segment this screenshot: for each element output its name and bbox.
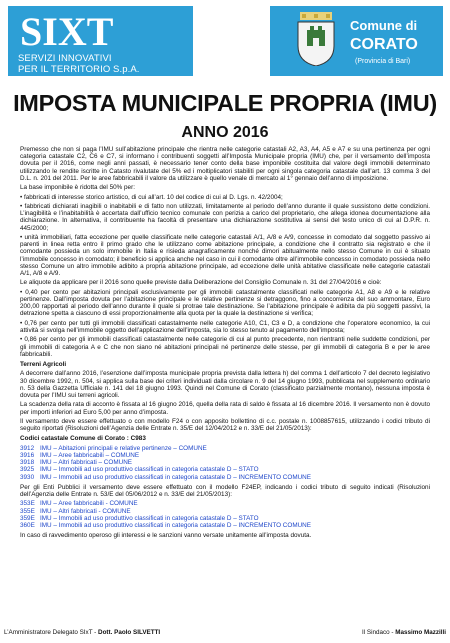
paragraph-aliquote: Le aliquote da applicare per il 2016 sono quelle previste dalla Deliberazione del Consiglio Comunale n. 31 del 27/04/2016 e cioè: [20,279,382,287]
footer-right-label: Il Sindaco - [362,629,396,636]
sixt-logo-mark [18,11,168,51]
paragraph-scadenze: La scadenza della rata di acconto è fissata al 16 giugno 2016, quella della rata di saldo è fissata al 16 dicembre 2016. Il versamento non è dovuto per importi inferiori ad Euro 5,00 per anno d’imposta. [20,401,430,416]
page-title: IMPOSTA MUNICIPALE PROPRIA (IMU) [13,90,437,116]
code-desc: IMU – Altri fabbricati - COMUNE [40,507,131,515]
code-row [20,459,430,466]
paragraph-terreni: A decorrere dall’anno 2016, l’esenzione dall’imposta municipale propria prevista dalla lettera h) del comma 1 dell’articolo 7 del decreto legislativo 30 dicembre 1992, n. 504, si applica sulla base dei criteri individuati dalla circolare n. 9 del 14 giugno 1993, pubblicata nel supplemento ordinario n. 53 della Gazzetta Ufficiale n. 141 del 18 giugno 1993. Quindi nel Comune di Corato (classificato parzialmente montano), nessuna imposta è dovuta per l’IMU sui terreni agricoli. [20,370,430,399]
code-desc: IMU – Altri fabbricati – COMUNE [40,459,133,467]
corato-label: CORATO [350,36,418,53]
bullet-aliquota-076: • 0,76 per cento per tutti gli immobili classificati catastalmente nelle categorie A10, C1, C3 e D, a condizione che l’operatore economico, la cui attività si svolga nell’immobile oggetto dell’applicazione dell’imposta, sia lo stesso tenuto al pagamento dell’imposta; [20,319,430,334]
code-row [20,500,430,507]
footer-right-name: Massimo Mazzilli [395,629,446,636]
code-desc: IMU – Immobili ad uso produttivo classificati in categoria catastale D – INCREMENTO COMUNE [40,521,311,529]
paragraph-premessa: Premesso che non si paga l’IMU sull’abitazione principale che rientra nelle categorie catastali A2, A3, A4, A5 e A7 e su una pertinenza per ogni categoria catastale C2, C6 e C7, si informano i contribuenti soggetti all’Imposta Municipale propria (IMU) che, per il versamento dell’imposta dovuta per il 2016, come negli anni passati, è necessario tener conto della base imponibile costituita dal valore degli immobili determinato utilizzando le rendite iscritte in Catasto rivalutate del 5% ed i moltiplicatori stabiliti per ogni singola categoria catastale dall’art. 13 comma 3 del D.L. n. 201 del 2011. Per le aree fabbricabili il valore da utilizzare è quello venale di mercato al 1° gennaio dell’anno di imposizione. [20,146,430,182]
sixt-tagline-line2: PER IL TERRITORIO S.p.A. [18,63,140,75]
code-desc: IMU – Immobili ad uso produttivo classificati in categoria catastale D – STATO [40,466,259,474]
code-value: 353E [20,500,35,508]
codes-f24-list [20,445,430,481]
footer-left-label: L’Amministratore Delegato SIxT - [4,629,99,636]
bullet-comodato: • unità immobiliari, fatta eccezione per quelle classificate nelle categorie catastali A/1, A/8 e A/9, concesse in comodato dal soggetto passivo ai parenti in linea retta entro il primo grado che le utilizzano come abitazione principale, a condizione che il contratto sia registrato e che il comodante possieda un solo immobile in Italia e risieda anagraficamente nonché dimori abitualmente nello stesso Comune in cui è situato l’immobile concesso in comodato; il beneficio si applica anche nel caso in cui il comodante oltre all’immobile concesso in comodato possieda nello stesso Comune un altro immobile adibito a propria abitazione principale, ad eccezione delle unità abitative classificate nelle categorie catastali A/1, A/8 e A/9. [20,233,430,277]
code-row [20,508,430,515]
footer-signatory-right [362,629,446,636]
code-value: 359E [20,514,35,522]
code-desc: IMU – Immobili ad uso produttivo classificati in categoria catastale D – INCREMENTO COMUNE [40,473,311,481]
code-desc: IMU – Aree fabbricabili – COMUNE [40,451,140,459]
comune-di-label: Comune di [350,18,418,33]
codes-title: Codici catastale Comune di Corato : C983 [20,435,146,443]
code-value: 3916 [20,451,35,459]
paragraph-base-ridotta: La base imponibile è ridotta del 50% per: [20,184,135,192]
code-value: 3918 [20,459,35,467]
code-row [20,466,430,473]
code-row [20,452,430,459]
code-row [20,522,430,529]
bullet-storico: • fabbricati di interesse storico artistico, di cui all’art. 10 del codice di cui al D. Lgs. n. 42/2004; [20,193,283,201]
coat-of-arms-icon [296,12,336,66]
code-row [20,445,430,452]
code-row [20,474,430,481]
code-desc: IMU – Immobili ad uso produttivo classificati in categoria catastale D – STATO [40,514,259,522]
sixt-logo [8,6,193,76]
footer-signatory-left [4,629,160,636]
paragraph-versamento: Il versamento deve essere effettuato o con modello F24 o con apposito bollettino di c.c. postale n. 1008857615, utilizzando i codici tributo di seguito riportati (Risoluzioni dell’Agenzia delle Entrate n. 35/E del 12/04/2012 e n. 33/E del 21/05/2013): [20,417,430,433]
code-value: 3925 [20,466,35,474]
footer-left-name: Dott. Paolo SILVETTI [98,629,161,636]
code-value: 3930 [20,473,35,481]
header [0,0,450,80]
provincia-label: (Provincia di Bari) [355,58,411,65]
paragraph-ravvedimento: In caso di ravvedimento operoso gli interessi e le sanzioni vanno versate unitamente all’imposta dovuta. [20,532,312,540]
page-subtitle: ANNO 2016 [181,124,269,141]
bullet-aliquota-040: • 0,40 per cento per abitazioni principali esclusivamente per gli immobili catastalmente classificati nelle categorie A1, A8 e A9 e le relative pertinenze. Dall’imposta dovuta per l’abitazione principale e le relative pertinenze si detraggono, fino a concorrenza del suo ammontare, Euro 200,00 rapportati al periodo dell’anno durante il quale si protrae tale destinazione. Se l’abitazione principale è adibita da più soggetti passivi, la detrazione spetta a ciascuno di essi proporzionalmente alla quota per la quale la destinazione si verifica; [20,288,430,318]
code-value: 355E [20,507,35,515]
code-desc: IMU – Aree fabbricabili - COMUNE [40,500,138,508]
sixt-tagline [18,54,140,75]
comune-logo [270,6,443,76]
code-desc: IMU – Abitazioni principali e relative pertinenze – COMUNE [40,444,207,452]
sixt-mark-text: SIXT [20,11,114,51]
sixt-tagline-line1: SERVIZI INNOVATIVI [18,53,112,64]
code-value: 3912 [20,444,35,452]
document-body [20,146,430,542]
heading-terreni-agricoli: Terreni Agricoli [20,360,67,368]
bullet-inagibili: • fabbricati dichiarati inagibili o inabitabili e di fatto non utilizzati, limitatamente al periodo dell’anno durante il quale sussistono dette condizioni. L’inagibilità e l’inabitabilità è accertata dall’ufficio tecnico comunale con perizia a carico del proprietario, che allega idonea documentazione alla dichiarazione. In alternativa, il contribuente ha facoltà di presentare una dichiarazione sostitutiva ai sensi del testo unico di cui al D.P.R. n. 445/2000; [20,202,430,232]
code-value: 360E [20,521,35,529]
code-row [20,515,430,522]
paragraph-enti-pubblici: Per gli Enti Pubblici il versamento deve essere effettuato con il modello F24EP, indicando i codici tributo di seguito indicati (Risoluzioni dell’Agenzia delle Entrate n. 53/E del 05/06/2012 e n. 33/E del 21/05/2013): [20,483,430,498]
codes-f24ep-list [20,500,430,529]
bullet-aliquota-086: • 0,86 per cento per gli immobili classificati catastalmente nelle categorie di cui al punto precedente, non rientranti nelle suddette condizioni, per gli immobili di categoria A e C che non siano né abitazioni principali né pertinenze delle stesse, per gli immobili di categoria B e per le aree fabbricabili. [20,336,430,358]
